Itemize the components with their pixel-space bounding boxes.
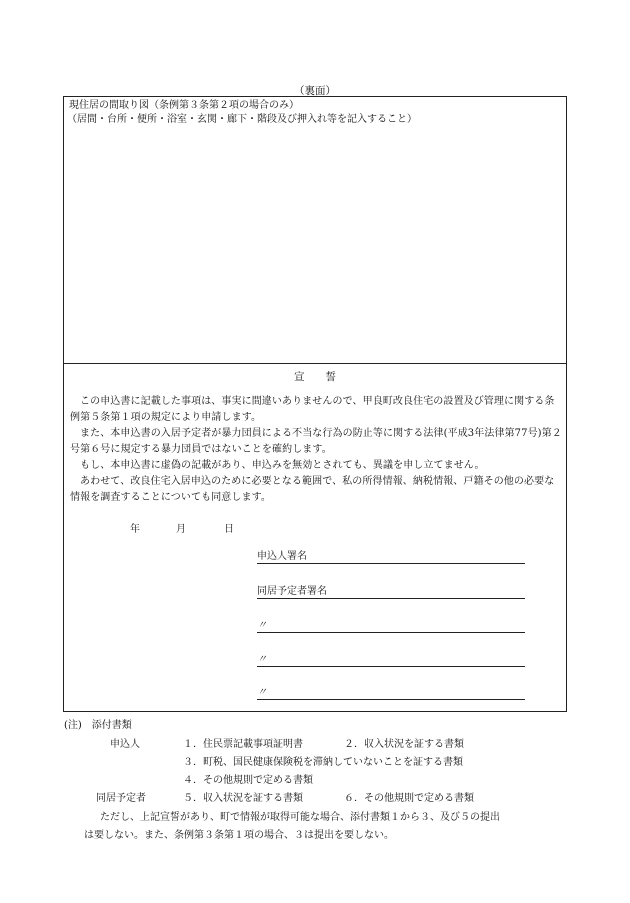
applicant-signature-line[interactable] — [257, 549, 525, 564]
applicant-signature-label: 申込人署名 — [257, 551, 307, 562]
notes-proviso-line-2: は要しない。また、条例第３条第１項の場合、３は提出を要しない。 — [84, 830, 394, 841]
declaration-paragraph-3: もし、本申込書に虚偽の記載があり、申込みを無効とされても、異議を申し立てません。 — [80, 460, 485, 471]
declaration-title: 宣 誓 — [294, 371, 336, 383]
floorplan-drawing-area[interactable] — [68, 131, 562, 359]
cohabitant-signature-line[interactable] — [257, 584, 525, 599]
cohabitant-signature-line-4[interactable] — [257, 685, 525, 700]
ditto-mark: 〃 — [257, 620, 267, 631]
notes-heading: (注) 添付書類 — [64, 720, 132, 731]
declaration-paragraph-2: また、本申込書の入居予定者が暴力団員による不当な行為の防止等に関する法律(平成3年法律第77号)第２号第６号に規定する暴力団員ではないことを確約します。 — [70, 428, 562, 455]
section-divider — [64, 363, 566, 364]
ditto-mark: 〃 — [257, 654, 267, 665]
applicant-docs-label: 申込人 — [110, 739, 140, 750]
applicant-doc-1: １．住民票記載事項証明書 — [183, 739, 303, 750]
date-year-label: 年 — [130, 524, 140, 535]
cohabitant-doc-6: ６．その他規則で定める書類 — [344, 793, 474, 804]
notes-proviso-line-1: ただし、上記宣誓があり、町で情報が取得可能な場合、添付書類１から３、及び５の提出 — [100, 812, 500, 823]
applicant-doc-2: ２．収入状況を証する書類 — [344, 739, 464, 750]
date-day-label: 日 — [224, 524, 234, 535]
declaration-paragraph-1: この申込書に記載した事項は、事実に間違いありませんので、甲良町改良住宅の設置及び管理に関する条例第５条第１項の規定により申請します。 — [70, 396, 555, 423]
floorplan-instruction: （居間・台所・便所・浴室・玄関・廊下・階段及び押入れ等を記入すること） — [67, 114, 417, 125]
declaration-paragraph-4: あわせて、改良住宅入居申込のために必要となる範囲で、私の所得情報、納税情報、戸籍その他の必要な情報を調査することについても同意します。 — [70, 476, 555, 503]
application-form-frame — [63, 96, 567, 712]
cohabitant-signature-line-2[interactable] — [257, 618, 525, 633]
date-month-label: 月 — [176, 524, 186, 535]
cohabitant-docs-label: 同居予定者 — [96, 793, 146, 804]
cohabitant-doc-5: ５．収入状況を証する書類 — [183, 793, 303, 804]
applicant-doc-3: ３．町税、国民健康保険税を滞納していないことを証する書類 — [183, 757, 463, 768]
cohabitant-signature-line-3[interactable] — [257, 652, 525, 667]
page-side-label: （裏面） — [294, 85, 336, 97]
applicant-doc-4: ４．その他規則で定める書類 — [183, 775, 313, 786]
cohabitant-signature-label: 同居予定者署名 — [257, 586, 327, 597]
floorplan-title: 現住居の間取り図（条例第３条第２項の場合のみ） — [69, 100, 299, 111]
ditto-mark: 〃 — [257, 687, 267, 698]
